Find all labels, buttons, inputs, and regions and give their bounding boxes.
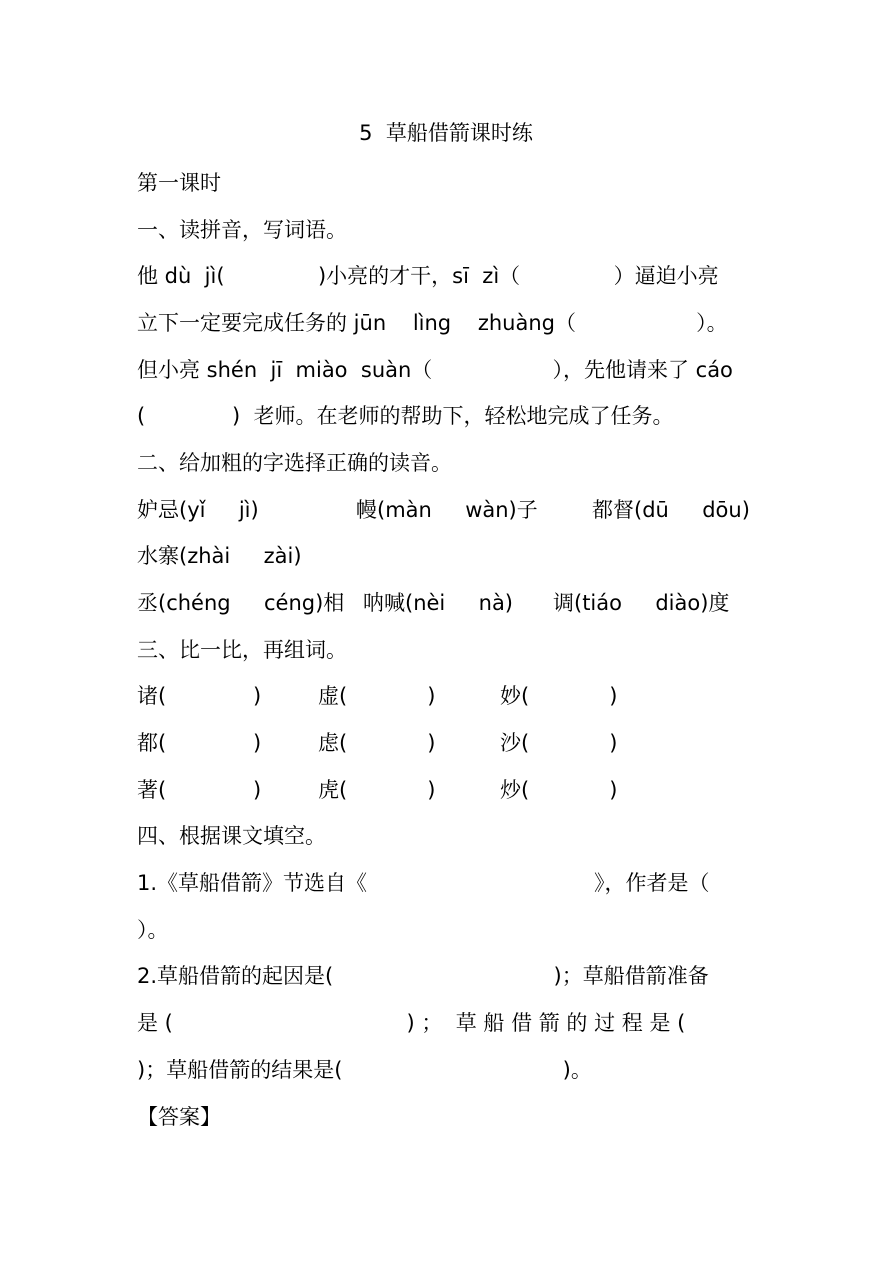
section1-line: 立下一定要完成任务的 jūn lìng zhuàng（ ）。	[137, 311, 728, 335]
section4-q1-line: ）。	[137, 918, 169, 942]
word-compare-item: 虚( )	[318, 684, 436, 708]
section1-line: 但小亮 shén jī miào suàn（ ），先他请来了 cáo	[137, 358, 733, 382]
section4-q1-line: 1.《草船借箭》节选自《 》，作者是（	[137, 871, 710, 895]
section1-heading: 一、读拼音，写词语。	[137, 218, 347, 242]
lesson-label: 第一课时	[137, 171, 221, 195]
section2-row	[137, 588, 758, 618]
pinyin-choice-item: 幔(màn wàn)子	[356, 498, 538, 522]
page-title: 5 草船借箭课时练	[359, 121, 533, 145]
word-compare-item: 虎( )	[318, 778, 436, 802]
section3-heading: 三、比一比，再组词。	[137, 638, 347, 662]
section4-q2-line: 是 ( ) ； 草 船 借 箭 的 过 程 是 (	[137, 1011, 686, 1035]
answer-label: 【答案】	[137, 1105, 221, 1129]
section1-line: ( ) 老师。在老师的帮助下，轻松地完成了任务。	[137, 404, 674, 428]
pinyin-choice-item: 丞(chéng céng)相	[137, 591, 345, 615]
word-compare-item: 妙( )	[500, 684, 618, 708]
word-compare-item: 都( )	[137, 731, 262, 755]
section2-row	[137, 541, 758, 571]
section4-q2-line: )；草船借箭的结果是( )。	[137, 1058, 592, 1082]
section4-heading: 四、根据课文填空。	[137, 824, 326, 848]
pinyin-choice-item: 调(tiáo diào)度	[553, 591, 730, 615]
section2-heading: 二、给加粗的字选择正确的读音。	[137, 451, 452, 475]
pinyin-choice-item: 水寨(zhài zài)	[137, 544, 302, 568]
pinyin-choice-item: 呐喊(nèi nà)	[363, 591, 514, 615]
pinyin-choice-item: 都督(dū dōu)	[592, 498, 750, 522]
section3-row	[137, 775, 758, 805]
pinyin-choice-item: 妒忌(yǐ jì)	[137, 498, 259, 522]
section1-line: 他 dù jì( )小亮的才干，sī zì（ ）逼迫小亮	[137, 264, 719, 288]
word-compare-item: 沙( )	[500, 731, 618, 755]
word-compare-item: 著( )	[137, 778, 262, 802]
section4-q2-line: 2.草船借箭的起因是( )；草船借箭准备	[137, 964, 709, 988]
word-compare-item: 诸( )	[137, 684, 262, 708]
section3-row	[137, 728, 758, 758]
section2-row	[137, 495, 758, 525]
word-compare-item: 炒( )	[500, 778, 618, 802]
word-compare-item: 虑( )	[318, 731, 436, 755]
section3-row	[137, 681, 758, 711]
